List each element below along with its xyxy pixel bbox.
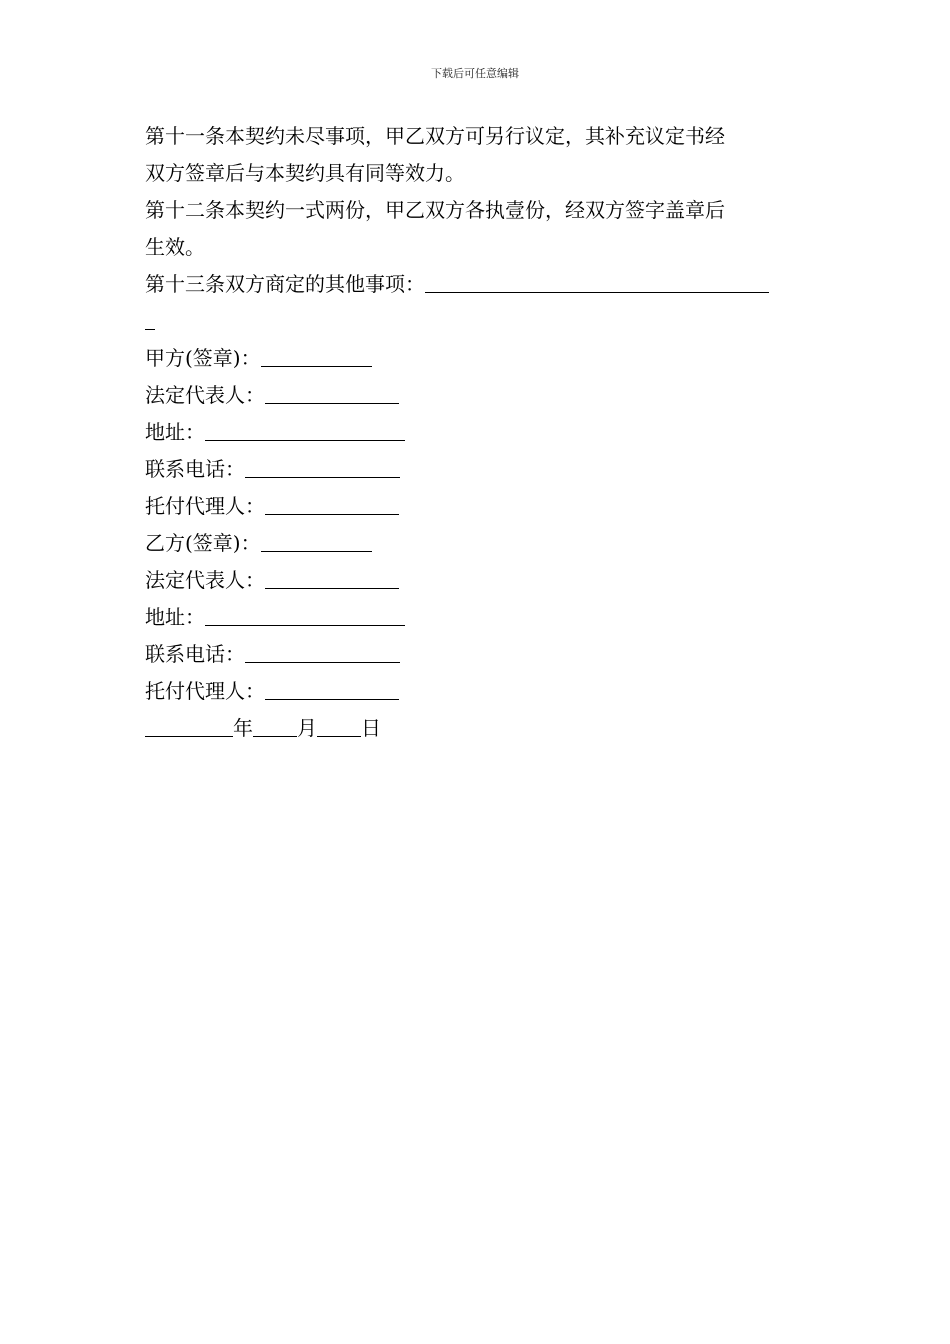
day-blank (317, 714, 361, 737)
party-b-address-blank (205, 603, 405, 626)
party-a-seal-line (145, 340, 807, 377)
party-a-agent-label: 托付代理人： (145, 494, 265, 518)
article-13-overflow (145, 303, 807, 340)
day-label: 日 (361, 716, 381, 740)
party-a-agent-line (145, 488, 807, 525)
party-b-phone-label: 联系电话： (145, 642, 245, 666)
party-a-legal-rep-blank (265, 381, 399, 404)
party-b-legal-rep-label: 法定代表人： (145, 568, 265, 592)
party-a-seal-blank (261, 344, 372, 367)
month-label: 月 (297, 716, 317, 740)
party-a-seal-label: 甲方(签章)： (145, 346, 261, 370)
party-b-seal-line (145, 525, 807, 562)
party-b-address-line (145, 599, 807, 636)
party-b-agent-label: 托付代理人： (145, 679, 265, 703)
party-a-agent-blank (265, 492, 399, 515)
party-a-legal-rep-line (145, 377, 807, 414)
month-blank (253, 714, 297, 737)
date-line (145, 710, 807, 747)
party-a-phone-label: 联系电话： (145, 457, 245, 481)
other-matters-blank (425, 270, 769, 293)
party-a-address-line (145, 414, 807, 451)
article-13-label: 第十三条双方商定的其他事项： (145, 272, 425, 296)
party-b-address-label: 地址： (145, 605, 205, 629)
year-blank (145, 714, 233, 737)
party-a-phone-blank (245, 455, 400, 478)
article-12-line-2: 生效。 (145, 235, 205, 259)
party-b-seal-label: 乙方(签章)： (145, 531, 261, 555)
article-11-line-2: 双方签章后与本契约具有同等效力。 (145, 161, 465, 185)
other-matters-blank-continued (145, 307, 155, 330)
party-a-phone-line (145, 451, 807, 488)
party-b-seal-blank (261, 529, 372, 552)
party-b-agent-blank (265, 677, 399, 700)
document-body (145, 118, 807, 747)
party-a-address-blank (205, 418, 405, 441)
party-b-legal-rep-blank (265, 566, 399, 589)
article-11-line-1: 第十一条本契约未尽事项，甲乙双方可另行议定，其补充议定书经 (145, 124, 725, 148)
article-13-line (145, 266, 807, 303)
party-a-address-label: 地址： (145, 420, 205, 444)
page-header: 下载后可任意编辑 (431, 67, 519, 80)
year-label: 年 (233, 716, 253, 740)
article-12-line-1: 第十二条本契约一式两份，甲乙双方各执壹份，经双方签字盖章后 (145, 198, 725, 222)
party-b-legal-rep-line (145, 562, 807, 599)
party-a-legal-rep-label: 法定代表人： (145, 383, 265, 407)
party-b-phone-blank (245, 640, 400, 663)
party-b-phone-line (145, 636, 807, 673)
party-b-agent-line (145, 673, 807, 710)
